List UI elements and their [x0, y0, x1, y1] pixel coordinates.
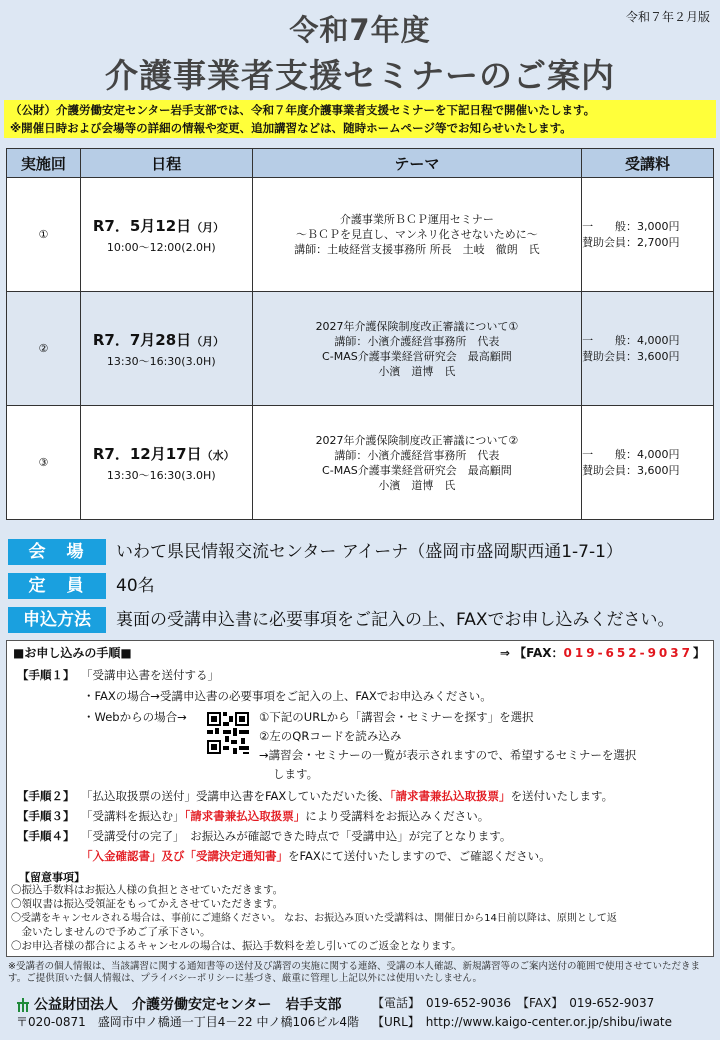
step-3-a: 「受講料を振込む」: [81, 809, 185, 823]
theme-line: C-MAS介護事業経営研究会 最高顧問: [322, 349, 512, 363]
remark-item: 〇お申込者様の都合によるキャンセルの場合は、振込手数料を差し引いてのご返金となります。: [11, 940, 462, 952]
fax-suffix: 】: [692, 646, 705, 660]
session-date-cell: [80, 178, 252, 292]
session-number: ③: [7, 406, 81, 520]
session-date-text: R7．7月28日: [92, 330, 192, 349]
capacity-value: 40名: [116, 576, 155, 596]
theme-line: 2027年介護保険制度改正審議について②: [315, 433, 519, 447]
fax-line: [500, 644, 705, 661]
table-row: [7, 406, 714, 520]
footer-org-name: 公益財団法人 介護労働安定センター 岩手支部: [34, 997, 342, 1013]
session-date: [81, 329, 252, 350]
remark-item: 〇領収書は振込受領証をもってかえさせていただきます。: [11, 898, 284, 910]
procedure-box: [6, 640, 714, 957]
step-3-c: により受講料をお振込みください。: [305, 809, 490, 823]
notice-line-2: ※開催日時および会場等の詳細の情報や変更、追加講習などは、随時ホームページ等でお知らせいたします。: [10, 121, 572, 135]
step-3-text: [81, 808, 489, 824]
col-header-session: 実施回: [7, 149, 81, 178]
fax-number: 019-652-9037: [563, 646, 693, 660]
remarks-title: 【留意事項】: [19, 871, 85, 884]
col-header-fee: 受講料: [582, 149, 714, 178]
session-theme: [252, 178, 581, 292]
edition-label: 令和７年２月版: [625, 10, 710, 24]
theme-line: 小濱 道博 氏: [378, 478, 456, 492]
footer-url-link[interactable]: 【URL】 http://www.kaigo-center.or.jp/shibu/iwate: [372, 1015, 673, 1029]
session-fee: [582, 406, 714, 520]
notice-banner: [4, 100, 716, 138]
session-date-cell: [80, 406, 252, 520]
footer-contact: 【電話】 019-652-9036 【FAX】 019-652-9037: [372, 996, 655, 1010]
theme-line: C-MAS介護事業経営研究会 最高顧問: [322, 463, 512, 477]
fax-prefix: ⇒ 【FAX：: [499, 646, 564, 660]
theme-line: 講師：小濱介護経営事務所 代表: [334, 448, 500, 462]
step-1-web-d: します。: [273, 767, 319, 781]
session-theme: [252, 406, 581, 520]
step-4-c: をFAXにて送付いたしますので、ご確認ください。: [288, 849, 551, 863]
qr-code-icon[interactable]: [205, 710, 251, 756]
procedure-title: ■お申し込みの手順■: [13, 646, 132, 660]
session-time: 10:00～12:00(2.0H): [106, 240, 216, 254]
step-1-title: 「受講申込書を送付する」: [81, 668, 219, 682]
step-1-label: 【手順１】: [17, 668, 75, 682]
session-weekday: （月）: [191, 220, 225, 234]
organization-logo-icon: [16, 998, 30, 1012]
fee-member: 賛助会員：3,600円: [582, 349, 680, 363]
session-fee: [582, 178, 714, 292]
session-fee: [582, 292, 714, 406]
session-date-text: R7．5月12日: [92, 216, 192, 235]
page-title: 介護事業者支援セミナーのご案内: [105, 56, 615, 95]
capacity-label: 定 員: [8, 573, 106, 599]
notice-line-1: （公財）介護労働安定センター岩手支部では、令和７年度介護事業者支援セミナーを下記日程で開催いたします。: [10, 103, 596, 117]
footer-address: 〒020-0871 盛岡市中ノ橋通一丁目4－22 中ノ橋106ビル4階: [16, 1015, 360, 1029]
step-4-text: [81, 848, 551, 864]
venue-label: 会 場: [8, 539, 106, 565]
fee-general: 一 般：4,000円: [582, 447, 680, 461]
step-4-label: 【手順４】: [17, 829, 75, 843]
table-row: [7, 292, 714, 406]
fee-member: 賛助会員：3,600円: [582, 463, 680, 477]
step-1-web-c: →講習会・セミナーの一覧が表示されますので、希望するセミナーを選択: [259, 748, 637, 762]
step-2-text: [81, 788, 613, 804]
step-2-a: 「払込取扱票の送付」受講申込書をFAXしていただいた後、: [81, 789, 390, 803]
session-time: 13:30～16:30(3.0H): [106, 468, 216, 482]
session-time: 13:30～16:30(3.0H): [106, 354, 216, 368]
table-header-row: [7, 149, 714, 178]
session-weekday: （水）: [201, 448, 235, 462]
page-title-year: 令和7年度: [289, 13, 431, 47]
session-date-cell: [80, 292, 252, 406]
fee-member: 賛助会員：2,700円: [582, 235, 680, 249]
step-2-b: 「請求書兼払込取扱票」: [389, 789, 511, 803]
session-date: [81, 443, 252, 464]
schedule-table: [6, 148, 714, 520]
session-theme: [252, 292, 581, 406]
step-1-fax: ・FAXの場合→受講申込書の必要事項をご記入の上、FAXでお申込みください。: [83, 689, 492, 703]
remark-item: 〇振込手数料はお振込人様の負担とさせていただきます。: [11, 884, 284, 896]
col-header-theme: テーマ: [252, 149, 581, 178]
remark-item: 金いたしませんので予めご了承下さい。: [11, 926, 211, 938]
theme-line: 小濱 道博 氏: [378, 364, 456, 378]
session-date-text: R7．12月17日: [92, 444, 202, 463]
table-row: [7, 178, 714, 292]
step-2-label: 【手順２】: [17, 789, 75, 803]
step-2-c: を送付いたします。: [510, 789, 614, 803]
step-3-label: 【手順３】: [17, 809, 75, 823]
venue-value: いわて県民情報交流センター アイーナ（盛岡市盛岡駅西通1-7-1）: [116, 542, 623, 562]
theme-line: ～ＢＣＰを見直し、マンネリ化させないために～: [296, 228, 538, 241]
step-3-b: 「請求書兼払込取扱票」: [184, 809, 306, 823]
fee-general: 一 般：4,000円: [582, 333, 680, 347]
apply-value: 裏面の受講申込書に必要事項をご記入の上、FAXでお申し込みください。: [116, 610, 675, 630]
theme-line: 講師：土岐経営支援事務所 所長 土岐 徹朗 氏: [294, 243, 540, 256]
theme-line: 2027年介護保険制度改正審議について①: [315, 319, 519, 333]
footer-org: [16, 994, 341, 1014]
session-number: ①: [7, 178, 81, 292]
step-4-a: 「受講受付の完了」 お振込みが確認できた時点で「受講申込」が完了となります。: [81, 829, 512, 843]
step-1-web: ・Webからの場合→: [83, 710, 187, 724]
step-1-web-a: ①下記のURLから「講習会・セミナーを探す」を選択: [259, 710, 534, 724]
session-number: ②: [7, 292, 81, 406]
fee-general: 一 般：3,000円: [582, 219, 680, 233]
privacy-notice: ※受講者の個人情報は、当該講習に関する通知書等の送付及び講習の実施に関する連絡、受講の本人確認、新規講習等のご案内送付の範囲で使用させていただきます。ご提供頂いた個人情報は、プライバシーポリシーに基づき、厳重に管理し上記以外には使用いたしません。: [8, 961, 700, 984]
theme-line: 講師：小濱介護経営事務所 代表: [334, 334, 500, 348]
remark-item: 〇受講をキャンセルされる場合は、事前にご連絡ください。 なお、お振込み頂いた受講料は、開催日から14日前以降は、原則として返: [11, 913, 617, 924]
session-weekday: （月）: [191, 334, 225, 348]
apply-label: 申込方法: [8, 607, 106, 633]
step-1-web-b: ②左のQRコードを読み込み: [259, 729, 402, 743]
theme-line: 介護事業所ＢＣＰ運用セミナー: [339, 213, 494, 226]
session-date: [81, 215, 252, 236]
step-4-b: 「入金確認書」及び「受講決定通知書」: [81, 849, 288, 863]
col-header-date: 日程: [80, 149, 252, 178]
